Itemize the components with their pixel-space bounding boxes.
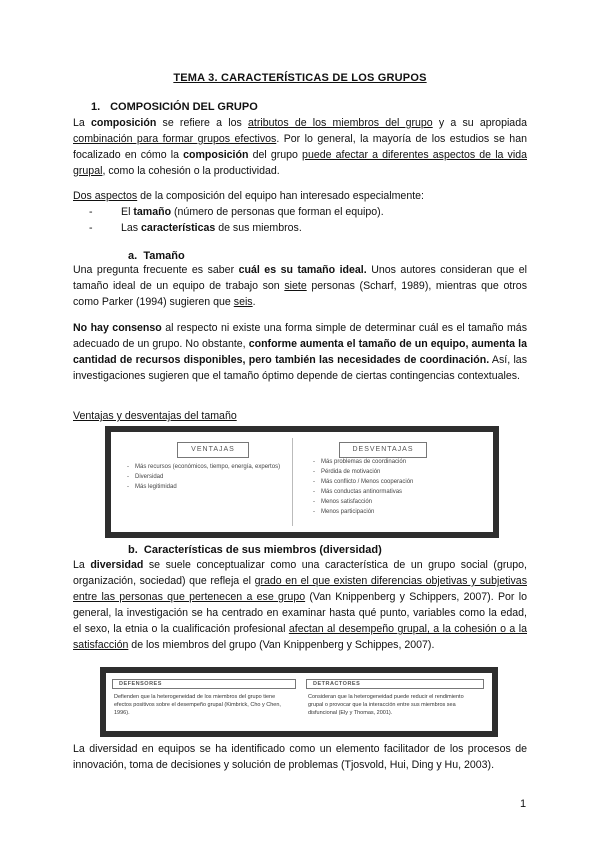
section-number: 1. [91, 101, 101, 113]
bold-term: composición [183, 149, 249, 161]
figure-ventajas-desventajas [105, 426, 499, 538]
text-run: y a su apropiada [432, 117, 527, 129]
paragraph-tamano-ideal [73, 262, 527, 310]
detractores-text: Consideran que la heterogeneidad puede reducir el rendimiento grupal o provocar que la interacción entre sus miembros sea disfuncional (Ely y Thomas, 2001). [308, 694, 464, 716]
figure-defensores-detractores [100, 667, 498, 737]
text-run: Así, las investigaciones sugieren que el tamaño óptimo depende de ciertas contingencias contextuales. [73, 354, 528, 382]
list-item: - Más legitimidad [125, 482, 285, 492]
text-run: del grupo [248, 149, 303, 161]
page-title: TEMA 3. CARACTERÍSTICAS DE LOS GRUPOS [173, 72, 427, 84]
subheading-diversidad [128, 542, 382, 558]
text-run: al respecto ni existe una forma simple de determinar cuál es el tamaño más adecuado de un grupo. No obstante, [73, 322, 527, 350]
paragraph-diversidad [73, 557, 527, 653]
desventajas-label: DESVENTAJAS [339, 442, 427, 458]
desventajas-list [311, 457, 481, 517]
text-run: La [73, 117, 91, 129]
text-run: . [252, 296, 256, 308]
sub-label: Tamaño [143, 250, 185, 262]
bold-term: características [141, 222, 216, 234]
divider [292, 438, 293, 526]
underlined-phrase: siete [284, 280, 307, 292]
list-item: - Más recursos (económicos, tiempo, energía, expertos) [125, 462, 285, 472]
bold-phrase: conforme aumenta el tamaño de un equipo, aumenta la cantidad de recursos disponibles, pero también las necesidades de coordinación. [73, 338, 527, 366]
ventajas-label: VENTAJAS [177, 442, 249, 458]
text-run: Unos autores consideran que el tamaño ideal de un equipo de trabajo son [73, 264, 527, 292]
text-run: Una pregunta frecuente es saber [73, 264, 239, 276]
text-run: , como la cohesión o la productividad. [102, 165, 280, 177]
sub-letter: b. [128, 544, 138, 556]
figure-panel [106, 673, 492, 731]
list-item [73, 220, 527, 236]
bold-term: diversidad [90, 559, 144, 571]
page-number: 1 [520, 798, 527, 810]
defensores-label: DEFENSORES [112, 679, 296, 689]
dash-marker: - [89, 222, 93, 234]
sub-letter: a. [128, 250, 138, 262]
underlined-phrase: Dos aspectos [73, 190, 138, 202]
list-item: - Menos participación [311, 507, 481, 517]
list-item [73, 204, 527, 220]
bullet-list [73, 204, 527, 236]
list-item: - Pérdida de motivación [311, 467, 481, 477]
list-item: - Más problemas de coordinación [311, 457, 481, 467]
bold-term: No hay consenso [73, 322, 162, 334]
underlined-phrase: puede afectar a diferentes aspectos de la vida grupal [73, 149, 527, 177]
text-run: se suele conceptualizar como una característica de un grupo social (grupo, organización, sociedad) que refleja el [73, 559, 527, 587]
dash-marker: - [89, 206, 93, 218]
text-run: de sus miembros. [215, 222, 302, 234]
section-label: COMPOSICIÓN DEL GRUPO [110, 101, 258, 113]
list-item: - Más conductas antinormativas [311, 487, 481, 497]
paragraph-composicion [73, 115, 527, 179]
figure-panel [111, 432, 493, 532]
list-item: - Más conflicto / Menos cooperación [311, 477, 481, 487]
detractores-label: DETRACTORES [306, 679, 484, 689]
text-run: (número de personas que forman el equipo). [171, 206, 384, 218]
underlined-phrase: atributos de los miembros del grupo [247, 117, 433, 129]
paragraph-no-consenso [73, 320, 527, 384]
underlined-phrase: grado en el que existen diferencias objetivas y subjetivas entre las personas que pertenecen a ese grupo [73, 575, 527, 603]
bold-term: composición [90, 117, 157, 129]
text-run: El [121, 206, 134, 218]
underlined-phrase: seis [233, 296, 253, 308]
list-item: - Menos satisfacción [311, 497, 481, 507]
sub-label: Características de sus miembros (diversidad) [143, 544, 382, 556]
defensores-text: Defienden que la heterogeneidad de los miembros del grupo tiene efectos positivos sobre el desempeño grupal (Kimbrick, Cho y Chen, 1996). [114, 694, 281, 716]
text-run: se refiere a los [156, 117, 248, 129]
list-item: - Diversidad [125, 472, 285, 482]
bold-term: tamaño [133, 206, 172, 218]
text-run: personas (Scharf, 1989), mientras que otros como Parker (1994) sugieren que [73, 280, 527, 308]
text-run: (Van Knippenberg y Schippers, 2007). Por lo general, la investigación se ha centrado en examinar hasta qué punto, variables como la edad, el sexo, la etnia o la cualificación profesional [73, 591, 527, 635]
ventajas-list [125, 462, 285, 492]
section-heading-composicion [91, 99, 258, 115]
paragraph-innovacion: La diversidad en equipos se ha identificado como un elemento facilitador de los procesos de innovación, toma de decisiones y solución de problemas (Tjosvold, Hui, Ding y Hu, 2003). [73, 743, 527, 771]
underlined-phrase: afectan al desempeño grupal, a la cohesión o a la satisfacción [73, 623, 527, 651]
bold-term: cuál es su tamaño ideal. [238, 264, 367, 276]
text-run: La [73, 559, 91, 571]
text-run: de los miembros del grupo (Van Knippenberg y Schippes, 2007). [128, 639, 435, 651]
underlined-phrase: combinación para formar grupos efectivos [73, 133, 277, 145]
text-run: Las [121, 222, 142, 234]
paragraph-dos-aspectos [73, 188, 527, 204]
text-run: de la composición del equipo han interesado especialmente: [137, 190, 424, 202]
text-run: . Por lo general, la mayoría de los estudios se han focalizado en cómo la [73, 133, 527, 161]
figure-caption-tamano: Ventajas y desventajas del tamaño [73, 410, 237, 422]
